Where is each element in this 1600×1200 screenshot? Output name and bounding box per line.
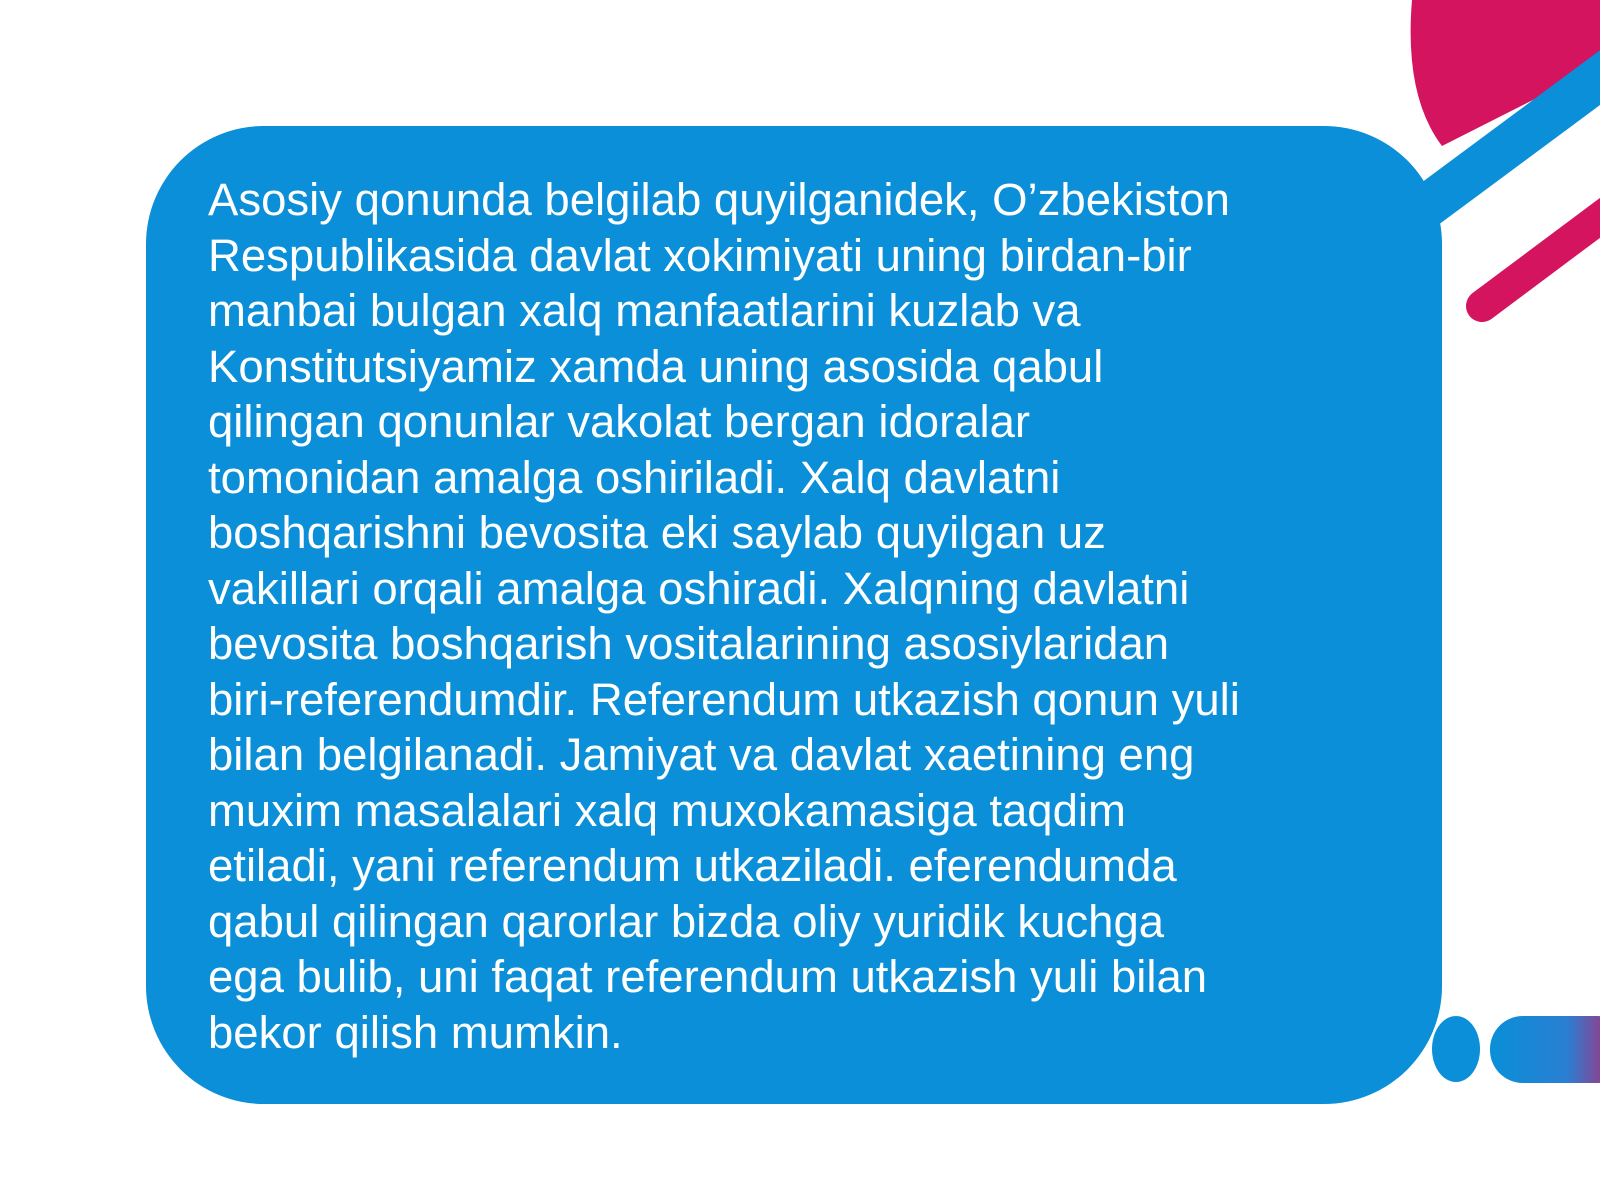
text-panel: [146, 126, 1442, 1104]
body-paragraph: Asosiy qonunda belgilab quyilganidek, O’zbekiston Respublikasida davlat xokimiyati uning birdan-bir manbai bulgan xalq manfaatlarini kuzlab va Konstitutsiyamiz xamda uning asosida qabul qilingan qonunlar vakolat bergan idoralar tomonidan amalga oshiriladi. Xalq davlatni boshqarishni bevosita eki saylab quyilgan uz vakillari orqali amalga oshiradi. Xalqning davlatni bevosita boshqarish vositalarining asosiylaridan biri-referendumdir. Referendum utkazish qonun yuli bilan belgilanadi. Jamiyat va davlat xaetining eng muxim masalalari xalq muxokamasiga taqdim etiladi, yani referendum utkaziladi. eferendumda qabul qilingan qarorlar bizda oliy yuridik kuchga ega bulib, uni faqat referendum utkazish yuli bilan bekor qilish mumkin.: [208, 174, 1240, 1058]
blue-oval-dot: [1432, 1016, 1480, 1082]
magenta-diagonal-stripe: [1482, 188, 1600, 306]
gradient-pill-bar: [1490, 1016, 1600, 1083]
